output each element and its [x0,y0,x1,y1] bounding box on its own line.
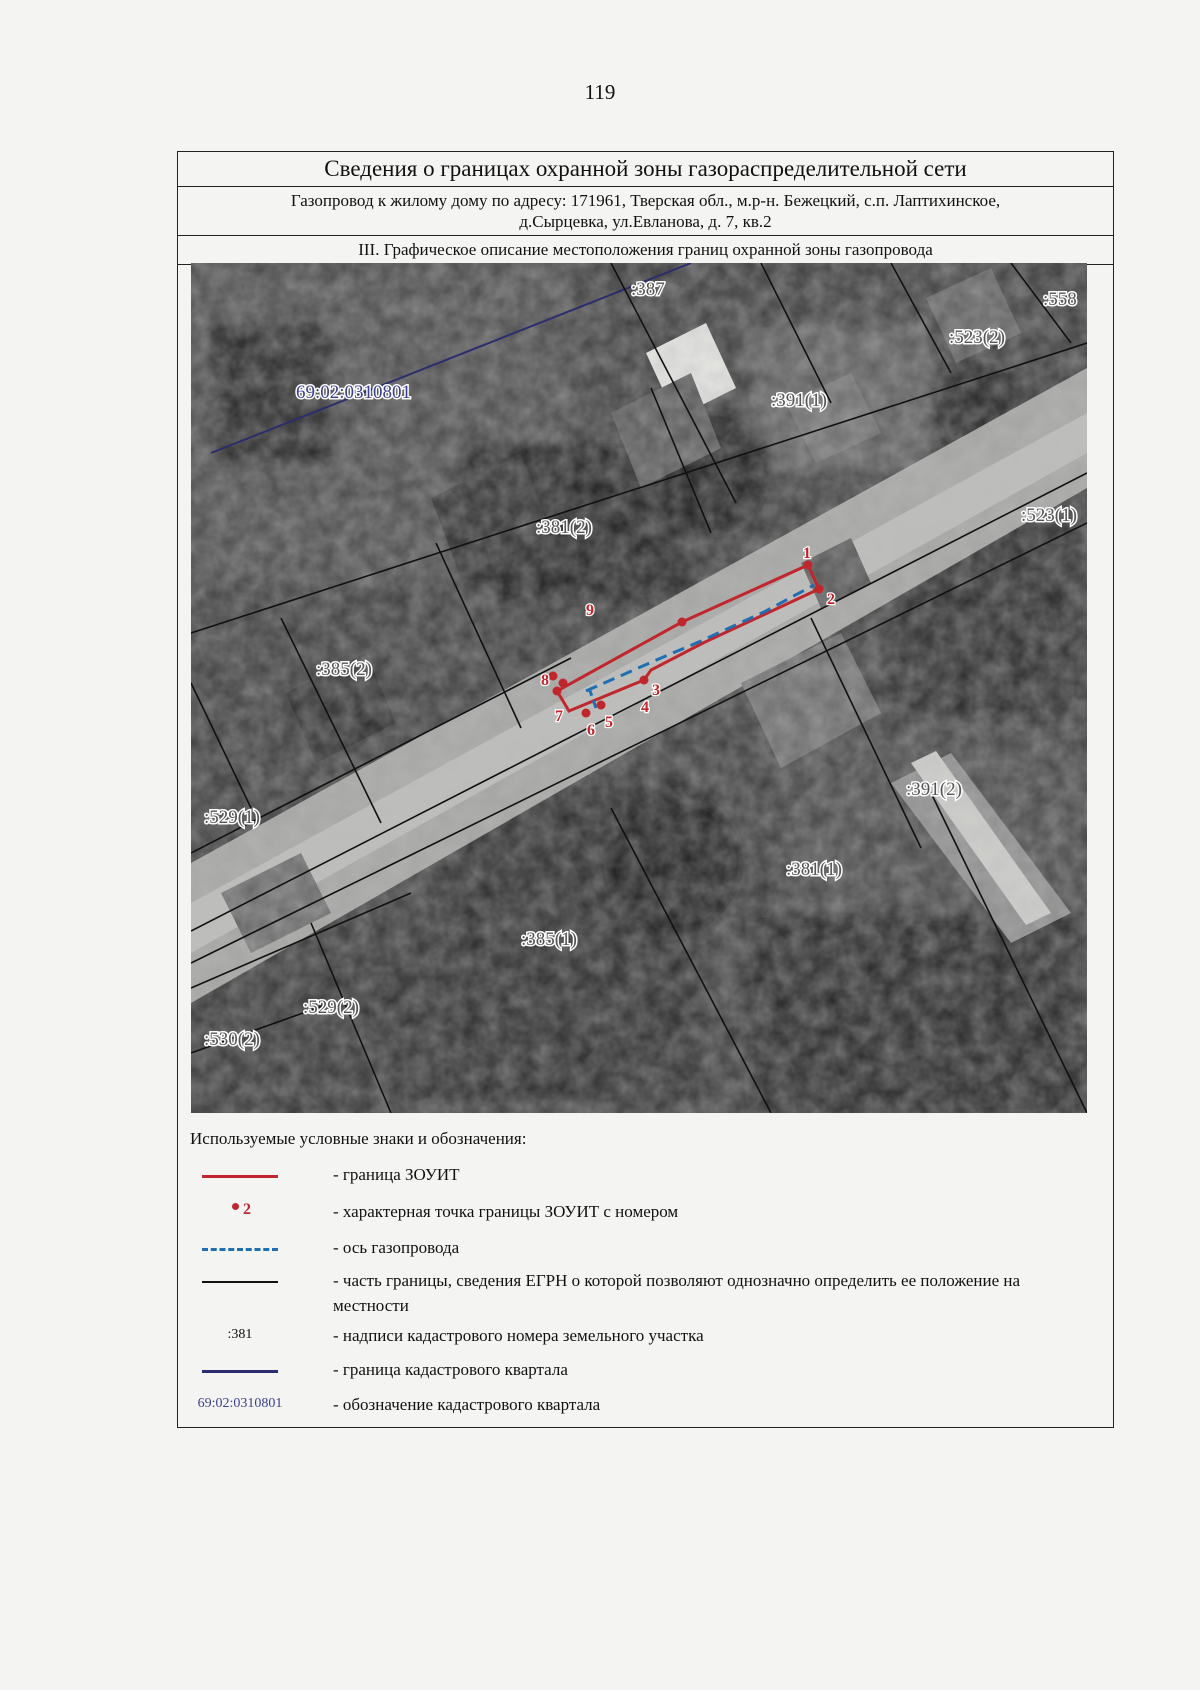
parcel-label: :391(2) [906,779,962,800]
parcel-label: :381(2) [536,517,592,538]
parcel-label: :558 [1043,289,1077,310]
parcel-label: :391(1) [771,390,827,411]
legend-text: - ось газопровода [333,1238,460,1257]
quarter-line-icon [202,1370,278,1373]
zone-point [553,687,562,696]
zone-point [582,709,591,718]
parcel-label: :387 [631,279,665,300]
black-line-icon [202,1281,278,1283]
legend-text: - характерная точка границы ЗОУИТ с номером [333,1202,679,1221]
parcel-label: :523(1) [1021,505,1077,526]
point-number: 6 [587,722,595,739]
parcel-label: :385(2) [316,659,372,680]
parcel-label-sample: :381 [227,1327,253,1342]
point-number: 7 [555,708,563,725]
legend-text: - граница кадастрового квартала [333,1360,568,1379]
parcel-label: :529(2) [303,997,359,1018]
object-address [178,187,1113,236]
parcel-label: :381(1) [786,859,842,880]
legend-text: - обозначение кадастрового квартала [333,1395,601,1414]
red-point-icon: 2 [190,1199,300,1229]
parcel-label: :523(2) [949,327,1005,348]
point-number: 8 [541,672,549,689]
red-line-icon [202,1175,278,1178]
legend-text: - надписи кадастрового номера земельного участка [333,1326,704,1345]
zone-point [597,701,606,710]
parcel-label: :385(1) [521,929,577,950]
point-number: 1 [803,545,811,562]
quarter-label: 69:02:0310801 [296,382,412,403]
document-title: Сведения о границах охранной зоны газораспределительной сети [178,152,1113,187]
quarter-label-sample: 69:02:0310801 [197,1396,283,1411]
address-line-1: Газопровод к жилому дому по адресу: 171961, Тверская обл., м.р-н. Бежецкий, с.п. Лаптихинское, [290,191,1001,210]
map-canvas [191,263,1087,1113]
section-heading: III. Графическое описание местоположения границ охранной зоны газопровода [178,236,1113,265]
point-number: 2 [827,591,835,608]
point-number: 3 [652,682,660,699]
zone-point [640,676,649,685]
zone-point [549,672,558,681]
point-number: 4 [641,699,649,716]
blue-dash-icon [202,1248,278,1251]
point-number: 9 [586,602,594,619]
zone-point [815,585,824,594]
page-number: 119 [584,80,616,104]
point-number: 5 [605,714,613,731]
legend-text: - граница ЗОУИТ [333,1165,460,1184]
parcel-label: :529(1) [204,807,260,828]
legend-title: Используемые условные знаки и обозначения: [190,1129,527,1148]
zone-point [678,618,687,627]
aerial-map[interactable] [191,263,1087,1113]
parcel-label: :530(2) [204,1029,260,1050]
address-line-2: д.Сырцевка, ул.Евланова, д. 7, кв.2 [519,212,772,231]
legend-text: - часть границы, сведения ЕГРН о которой позволяют однозначно определить ее положение на местности [333,1271,1021,1315]
zone-point [559,679,568,688]
